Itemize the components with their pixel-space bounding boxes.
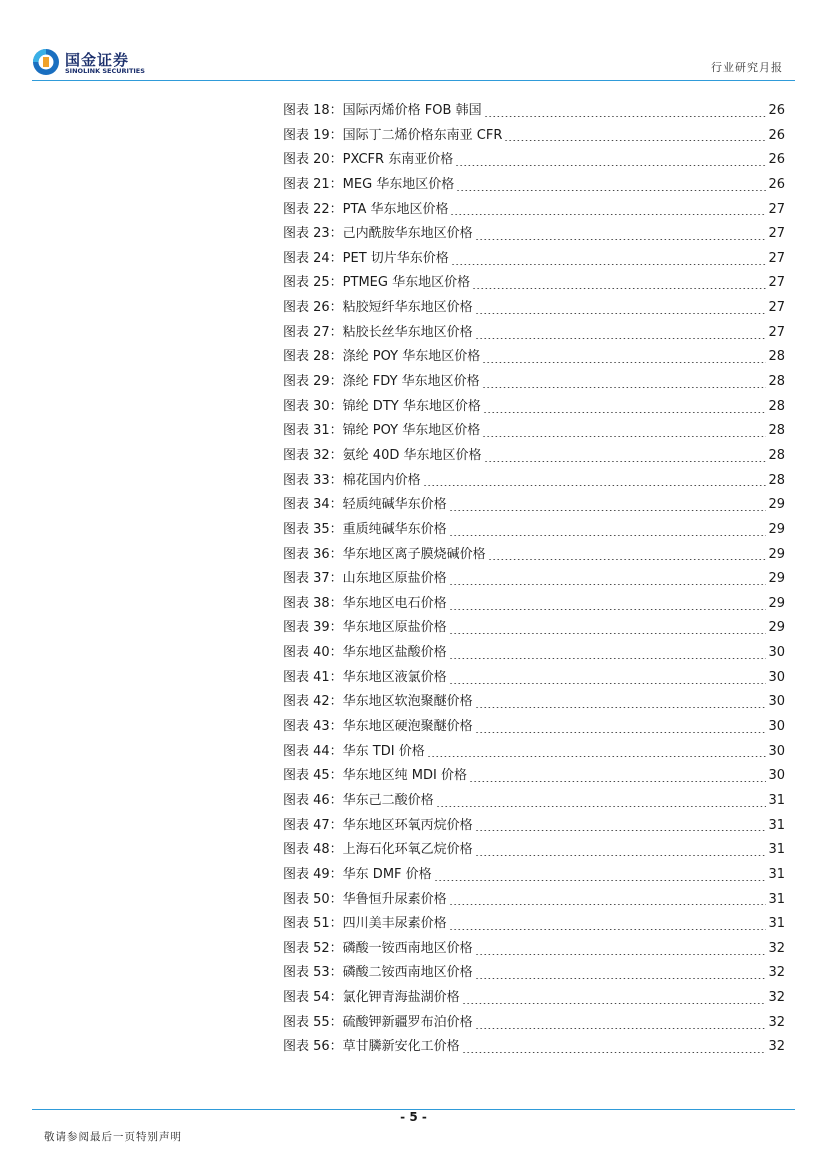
toc-entry-label: 图表 53：磷酸二铵西南地区价格: [283, 965, 473, 981]
toc-entry-page: 30: [768, 768, 785, 784]
toc-entry-page: 28: [768, 398, 785, 414]
toc-entry[interactable]: [283, 888, 785, 913]
toc-leader-dots: [504, 140, 766, 141]
toc-entry-label: 图表 43：华东地区硬泡聚醚价格: [283, 719, 473, 735]
toc-entry-page: 26: [768, 152, 785, 168]
toc-entry[interactable]: [283, 592, 785, 617]
toc-entry[interactable]: [283, 173, 785, 198]
toc-entry-page: 27: [768, 250, 785, 266]
toc-entry-label: 图表 32：氨纶 40D 华东地区价格: [283, 447, 482, 463]
toc-leader-dots: [449, 510, 767, 511]
toc-entry-label: 图表 28：涤纶 POY 华东地区价格: [283, 349, 481, 365]
toc-entry[interactable]: [283, 321, 785, 346]
toc-entry-page: 31: [768, 916, 785, 932]
toc-entry-page: 31: [768, 817, 785, 833]
toc-entry-label: 图表 26：粘胶短纤华东地区价格: [283, 300, 473, 316]
toc-entry-page: 27: [768, 275, 785, 291]
toc-leader-dots: [488, 559, 767, 560]
toc-entry[interactable]: [283, 419, 785, 444]
toc-entry-label: 图表 21：MEG 华东地区价格: [283, 176, 455, 192]
toc-entry-page: 27: [768, 324, 785, 340]
toc-entry-label: 图表 41：华东地区液氯价格: [283, 669, 447, 685]
toc-leader-dots: [451, 264, 767, 265]
toc-entry-page: 30: [768, 694, 785, 710]
toc-leader-dots: [423, 485, 767, 486]
toc-leader-dots: [469, 781, 766, 782]
toc-leader-dots: [475, 954, 767, 955]
toc-entry-label: 图表 46：华东己二酸价格: [283, 792, 434, 808]
toc-entry-page: 30: [768, 669, 785, 685]
toc-entry[interactable]: [283, 469, 785, 494]
toc-entry-page: 28: [768, 349, 785, 365]
toc-leader-dots: [484, 116, 767, 117]
toc-entry-page: 32: [768, 1039, 785, 1055]
toc-leader-dots: [475, 313, 767, 314]
toc-entry-label: 图表 38：华东地区电石价格: [283, 595, 447, 611]
toc-entry-label: 图表 18：国际丙烯价格 FOB 韩国: [283, 103, 482, 118]
toc-entry-label: 图表 27：粘胶长丝华东地区价格: [283, 324, 473, 340]
toc-entry[interactable]: [283, 1035, 785, 1060]
toc-leader-dots: [483, 412, 767, 413]
toc-leader-dots: [449, 929, 767, 930]
toc-leader-dots: [462, 1003, 767, 1004]
toc-entry-label: 图表 45：华东地区纯 MDI 价格: [283, 768, 467, 784]
toc-leader-dots: [472, 288, 766, 289]
toc-entry[interactable]: [283, 99, 785, 124]
toc-entry-page: 26: [768, 176, 785, 192]
toc-entry-label: 图表 44：华东 TDI 价格: [283, 743, 425, 759]
toc-leader-dots: [449, 904, 767, 905]
toc-leader-dots: [427, 756, 767, 757]
toc-entry-label: 图表 51：四川美丰尿素价格: [283, 916, 447, 932]
toc-entry[interactable]: [283, 518, 785, 543]
toc-entry[interactable]: [283, 444, 785, 469]
sinolink-logo-icon: [32, 48, 60, 76]
toc-entry-label: 图表 20：PXCFR 东南亚价格: [283, 152, 454, 168]
toc-entry-page: 29: [768, 521, 785, 537]
logo-chinese-name: 国金证券: [65, 51, 130, 69]
toc-entry[interactable]: [283, 690, 785, 715]
toc-leader-dots: [475, 707, 767, 708]
toc-entry[interactable]: [283, 961, 785, 986]
toc-entry-page: 31: [768, 891, 785, 907]
toc-leader-dots: [449, 658, 767, 659]
toc-entry-label: 图表 23：己内酰胺华东地区价格: [283, 226, 473, 242]
toc-leader-dots: [482, 362, 766, 363]
toc-entry[interactable]: [283, 543, 785, 568]
toc-entry[interactable]: [283, 740, 785, 765]
toc-entry[interactable]: [283, 198, 785, 223]
toc-entry-page: 32: [768, 940, 785, 956]
toc-leader-dots: [462, 1052, 767, 1053]
toc-entry-label: 图表 25：PTMEG 华东地区价格: [283, 275, 471, 291]
toc-leader-dots: [436, 806, 767, 807]
toc-entry-page: 29: [768, 546, 785, 562]
toc-entry[interactable]: [283, 395, 785, 420]
toc-entry-page: 27: [768, 226, 785, 242]
toc-entry[interactable]: [283, 148, 785, 173]
toc-entry[interactable]: [283, 715, 785, 740]
toc-entry[interactable]: [283, 937, 785, 962]
toc-leader-dots: [482, 387, 767, 388]
toc-entry-page: 31: [768, 842, 785, 858]
toc-entry-label: 图表 31：锦纶 POY 华东地区价格: [283, 423, 481, 439]
toc-entry[interactable]: [283, 764, 785, 789]
report-type: 行业研究月报: [711, 61, 783, 74]
toc-entry[interactable]: [283, 296, 785, 321]
sinolink-logo: [32, 46, 162, 80]
toc-leader-dots: [475, 978, 767, 979]
toc-entry-page: 26: [768, 127, 785, 143]
toc-entry[interactable]: [283, 345, 785, 370]
toc-entry-label: 图表 33：棉花国内价格: [283, 472, 421, 488]
toc-entry-label: 图表 48：上海石化环氧乙烷价格: [283, 842, 473, 858]
toc-leader-dots: [455, 165, 766, 166]
toc-leader-dots: [449, 609, 767, 610]
toc-entry-label: 图表 34：轻质纯碱华东价格: [283, 497, 447, 513]
toc-entry-label: 图表 50：华鲁恒升尿素价格: [283, 891, 447, 907]
toc-entry-page: 28: [768, 447, 785, 463]
toc-entry[interactable]: [283, 493, 785, 518]
header-divider: [32, 80, 795, 81]
toc-entry-page: 32: [768, 965, 785, 981]
toc-entry-label: 图表 56：草甘膦新安化工价格: [283, 1039, 460, 1055]
toc-leader-dots: [475, 1028, 767, 1029]
toc-entry-label: 图表 37：山东地区原盐价格: [283, 571, 447, 587]
toc-entry-page: 31: [768, 866, 785, 882]
toc-entry-page: 29: [768, 620, 785, 636]
toc-entry[interactable]: [283, 986, 785, 1011]
toc-entry[interactable]: [283, 370, 785, 395]
toc-entry-label: 图表 40：华东地区盐酸价格: [283, 645, 447, 661]
toc-entry[interactable]: [283, 863, 785, 888]
toc-entry[interactable]: [283, 124, 785, 149]
toc-entry[interactable]: [283, 666, 785, 691]
toc-entry-label: 图表 36：华东地区离子膜烧碱价格: [283, 546, 486, 562]
toc-entry-label: 图表 47：华东地区环氧丙烷价格: [283, 817, 473, 833]
toc-entry-page: 29: [768, 595, 785, 611]
toc-entry-label: 图表 55：硫酸钾新疆罗布泊价格: [283, 1014, 473, 1030]
toc-entry-label: 图表 42：华东地区软泡聚醚价格: [283, 694, 473, 710]
toc-entry-page: 28: [768, 423, 785, 439]
toc-entry-label: 图表 22：PTA 华东地区价格: [283, 201, 449, 217]
toc-entry-label: 图表 24：PET 切片华东价格: [283, 250, 449, 266]
toc-entry-label: 图表 29：涤纶 FDY 华东地区价格: [283, 374, 480, 390]
toc-entry-label: 图表 19：国际丁二烯价格东南亚 CFR: [283, 127, 503, 143]
page-header: [0, 0, 827, 80]
toc-leader-dots: [475, 338, 767, 339]
toc-entry-page: 30: [768, 719, 785, 735]
toc-entry-page: 27: [768, 201, 785, 217]
toc-leader-dots: [456, 190, 766, 191]
toc-leader-dots: [475, 239, 767, 240]
toc-leader-dots: [449, 535, 767, 536]
toc-entry[interactable]: [283, 271, 785, 296]
toc-leader-dots: [475, 830, 767, 831]
toc-entry-page: 30: [768, 645, 785, 661]
toc-entry[interactable]: [283, 814, 785, 839]
toc-leader-dots: [482, 436, 766, 437]
toc-entry-page: 29: [768, 571, 785, 587]
toc-leader-dots: [475, 732, 767, 733]
toc-leader-dots: [484, 461, 767, 462]
toc-entry-page: 32: [768, 1014, 785, 1030]
toc-entry-page: 30: [768, 743, 785, 759]
page-number: - 5 -: [400, 1110, 427, 1124]
toc-entry[interactable]: [283, 247, 785, 272]
toc-entry-page: 26: [768, 103, 785, 118]
logo-english-name: SINOLINK SECURITIES: [65, 67, 145, 75]
toc-entry[interactable]: [283, 641, 785, 666]
toc-entry-page: 32: [768, 990, 785, 1006]
toc-leader-dots: [475, 855, 767, 856]
toc-leader-dots: [434, 880, 767, 881]
toc-entry[interactable]: [283, 567, 785, 592]
toc-entry-label: 图表 49：华东 DMF 价格: [283, 866, 432, 882]
toc-entry-label: 图表 39：华东地区原盐价格: [283, 620, 447, 636]
toc-entry-label: 图表 35：重质纯碱华东价格: [283, 521, 447, 537]
table-of-figures: [283, 99, 785, 1060]
disclaimer-text: 敬请参阅最后一页特别声明: [44, 1131, 182, 1143]
toc-entry[interactable]: [283, 222, 785, 247]
toc-entry-page: 27: [768, 300, 785, 316]
toc-entry[interactable]: [283, 789, 785, 814]
toc-entry[interactable]: [283, 838, 785, 863]
toc-entry[interactable]: [283, 1011, 785, 1036]
toc-entry-page: 31: [768, 792, 785, 808]
toc-leader-dots: [449, 683, 767, 684]
toc-entry-label: 图表 30：锦纶 DTY 华东地区价格: [283, 398, 481, 414]
toc-leader-dots: [449, 633, 767, 634]
toc-entry-label: 图表 52：磷酸一铵西南地区价格: [283, 940, 473, 956]
toc-entry[interactable]: [283, 912, 785, 937]
toc-entry-page: 29: [768, 497, 785, 513]
toc-entry-label: 图表 54：氯化钾青海盐湖价格: [283, 990, 460, 1006]
toc-leader-dots: [450, 214, 766, 215]
toc-entry-page: 28: [768, 472, 785, 488]
toc-leader-dots: [449, 584, 767, 585]
toc-entry-page: 28: [768, 374, 785, 390]
toc-entry[interactable]: [283, 616, 785, 641]
